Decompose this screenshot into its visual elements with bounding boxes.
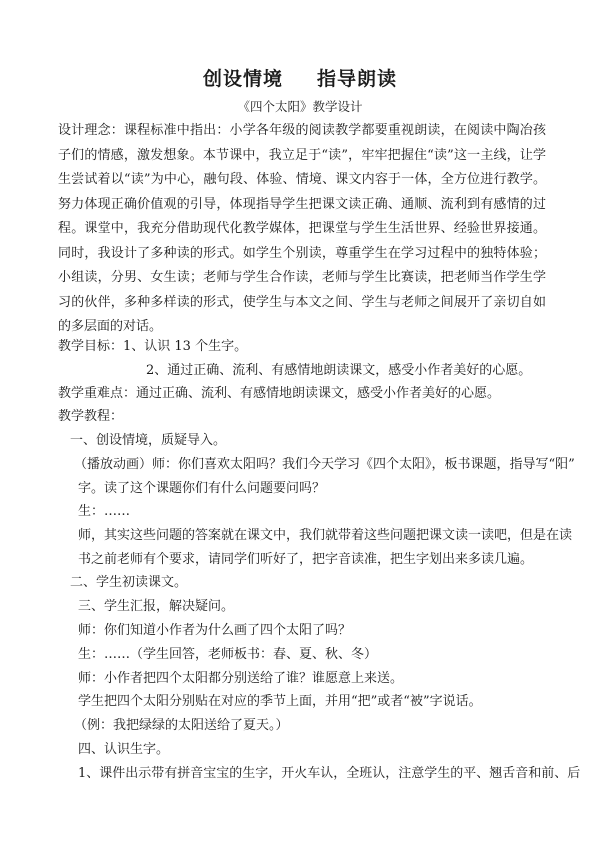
teaching-goal-1: 教学目标：1、认识 13 个生字。: [58, 339, 248, 354]
design-concept-paragraph: 设计理念：课程标准中指出：小学各年级的阅读教学都要重视朗读，在阅读中陶冶孩子们的情感，激发想象。本节课中，我立足于“读”，牢牢把握住“读”这一主线，让学生尝试着以“读”为中心，融句段、体验、情境、课文内容于一体，全方位进行教学。努力体现正确价值观的引导，体现指导学生把课文读正确、通顺、流利到有感情的过程。课堂中，我充分借助现代化教学媒体，把课堂与学生生活世界、经验世界接通。同时，我设计了多种读的形式。如学生个别读，尊重学生在学习过程中的独特体验；小组读，分男、女生读；老师与学生合作读，老师与学生比赛读，把老师当作学生学习的伙伴，多种多样读的形式，使学生与本文之间、学生与老师之间展开了亲切自如的多层面的对话。: [58, 123, 546, 334]
student-activity-3: 学生把四个太阳分别贴在对应的季节上面，并用“把”或者“被”字说话。: [78, 694, 482, 709]
teaching-goal-2: 2、通过正确、流利、有感情地朗读课文，感受小作者美好的心愿。: [146, 363, 532, 378]
step-4-heading: 四、认识生字。: [78, 742, 170, 757]
student-reply-2: 生：……（学生回答，老师板书：春、夏、秋、冬）: [78, 647, 378, 662]
student-reply-1: 生：……: [78, 504, 131, 519]
key-points: 教学重难点：通过正确、流利、有感情地朗读课文，感受小作者美好的心愿。: [58, 386, 501, 401]
list-item-1: 1、课件出示带有拼音宝宝的生字，开火车认，全班认，注意学生的平、翘舌音和前、后: [78, 766, 581, 781]
teacher-question-2: 师：你们知道小作者为什么画了四个太阳了吗？: [78, 623, 352, 638]
page-subtitle: 《四个太阳》教学设计: [237, 99, 363, 114]
title-part-2: 指导朗读: [317, 68, 398, 90]
step-3-heading: 三、学生汇报，解决疑问。: [78, 599, 235, 614]
title-part-1: 创设情境: [202, 68, 283, 90]
teacher-question-3: 师：小作者把四个太阳都分别送给了谁？谁愿意上来送。: [78, 671, 404, 686]
process-heading: 教学教程：: [58, 409, 124, 424]
teacher-line-1a: 师，其实这些问题的答案就在课文中，我们就带着这些问题把课文读一读吧，但是在读: [78, 528, 573, 543]
example-sentence: （例：我把绿绿的太阳送给了夏天。）: [74, 718, 289, 733]
animation-line-1: （播放动画）师：你们喜欢太阳吗？我们今天学习《四个太阳》，板书课题，指导写“阳”: [74, 457, 575, 472]
teacher-line-1b: 书之前老师有个要求，请同学们听好了，把字音读准，把生字划出来多读几遍。: [78, 552, 534, 567]
page-title: [0, 64, 600, 91]
step-2-heading: 二、学生初读课文。: [70, 575, 188, 590]
animation-line-2: 字。读了这个课题你们有什么问题要问吗？: [78, 481, 326, 496]
step-1-heading: 一、创设情境，质疑导入。: [70, 433, 227, 448]
